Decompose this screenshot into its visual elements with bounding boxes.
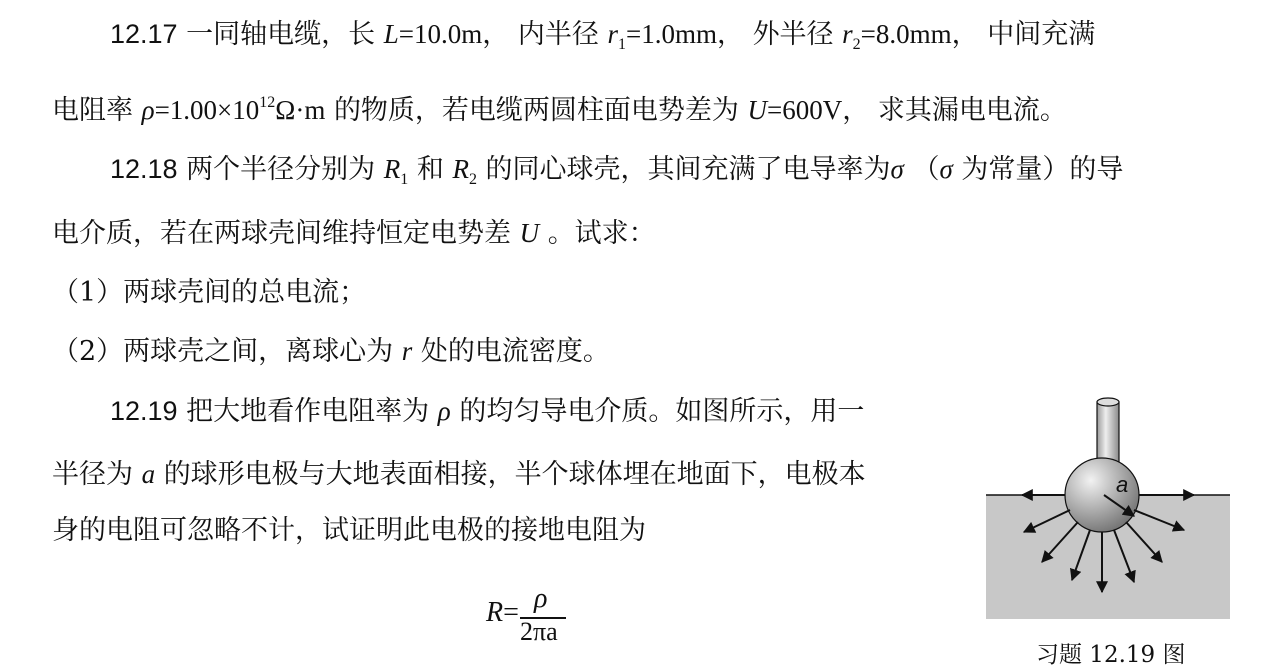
problem-12-19-line-2 [52, 457, 866, 492]
figure-caption: 习题 12.19 图 [1036, 642, 1186, 668]
var-sigma: σ [890, 154, 904, 184]
text-span: 电阻率 [52, 95, 133, 126]
subscript: 2 [468, 171, 477, 188]
text-span: 一同轴电缆，长 [186, 19, 376, 50]
text-span: 和 [416, 154, 444, 185]
var-rho: ρ [141, 95, 155, 125]
text-span: 处的电流密度。 [420, 336, 610, 367]
var-r1: r [607, 19, 618, 49]
text-span: 外半径 [752, 19, 834, 50]
problem-12-19-line-1 [110, 394, 864, 429]
problem-12-18-line-1 [110, 152, 1123, 197]
subscript: 1 [400, 171, 409, 188]
text-span: 内半径 [517, 19, 599, 50]
electrode-rod [1097, 402, 1119, 462]
text-span: 两个半径分别为 [186, 154, 376, 185]
text-span: 电介质，若在两球壳间维持恒定电势差 [52, 218, 511, 249]
problem-12-17-line-1 [110, 17, 1095, 62]
eq-rho: =1.00×10 [154, 95, 260, 125]
var-sigma: σ [939, 154, 953, 184]
text-span: 把大地看作电阻率为 [186, 396, 430, 427]
text-span: 的同心球壳，其间充满了电导率为 [485, 154, 891, 185]
text-span: 中间充满 [987, 19, 1096, 50]
text-span: （2）两球壳之间，离球心为 [52, 336, 394, 367]
var-r2: r [842, 19, 853, 49]
text-span: 求其漏电电流。 [877, 95, 1067, 126]
var-R: R [486, 597, 504, 628]
problem-12-18-line-2 [52, 216, 656, 251]
var-R2: R [452, 154, 469, 184]
formula-numerator: ρ [534, 583, 548, 614]
resistance-formula [486, 583, 586, 645]
problem-12-17-line-2 [52, 86, 1067, 128]
problem-12-19-line-3: 身的电阻可忽略不计，试证明此电极的接地电阻为 [52, 515, 646, 546]
text-span: 的均匀导电介质。如图所示，用一 [459, 396, 865, 427]
eq-L: =10.0m， [398, 19, 510, 49]
figure-svg [984, 392, 1232, 622]
radius-label: a [1116, 472, 1129, 497]
rod-top [1097, 398, 1119, 406]
formula-lhs [486, 597, 519, 629]
var-R1: R [383, 154, 401, 184]
problem-number: 12.17 [110, 19, 178, 49]
text-span: 的物质，若电缆两圆柱面电势差为 [333, 95, 739, 126]
eq-U: =600V， [767, 95, 870, 125]
problem-12-18-item-2 [52, 334, 610, 369]
problem-number: 12.19 [110, 396, 178, 426]
formula-denominator: 2πa [520, 617, 558, 646]
var-U: U [519, 218, 540, 248]
grounding-electrode-figure [984, 392, 1232, 622]
text-span: 半径为 [52, 459, 133, 490]
var-L: L [383, 19, 399, 49]
var-r: r [401, 336, 413, 366]
subscript: 2 [852, 36, 861, 53]
text-span: 的球形电极与大地表面相接，半个球体埋在地面下，电极本 [163, 459, 866, 490]
text-span: 为常量）的导 [961, 154, 1124, 185]
eq-r2: =8.0mm， [860, 19, 979, 49]
problem-number: 12.18 [110, 154, 178, 184]
equals-sign: = [503, 597, 519, 628]
problem-12-18-item-1: （1）两球壳间的总电流； [52, 277, 367, 308]
eq-r1: =1.0mm， [625, 19, 744, 49]
unit: Ω·m [275, 95, 326, 125]
text-span: （ [912, 154, 940, 185]
text-span: 。试求： [547, 218, 656, 249]
superscript: 12 [259, 94, 276, 111]
var-a: a [141, 459, 156, 489]
var-rho: ρ [437, 396, 451, 426]
subscript: 1 [617, 36, 626, 53]
var-U: U [747, 95, 768, 125]
